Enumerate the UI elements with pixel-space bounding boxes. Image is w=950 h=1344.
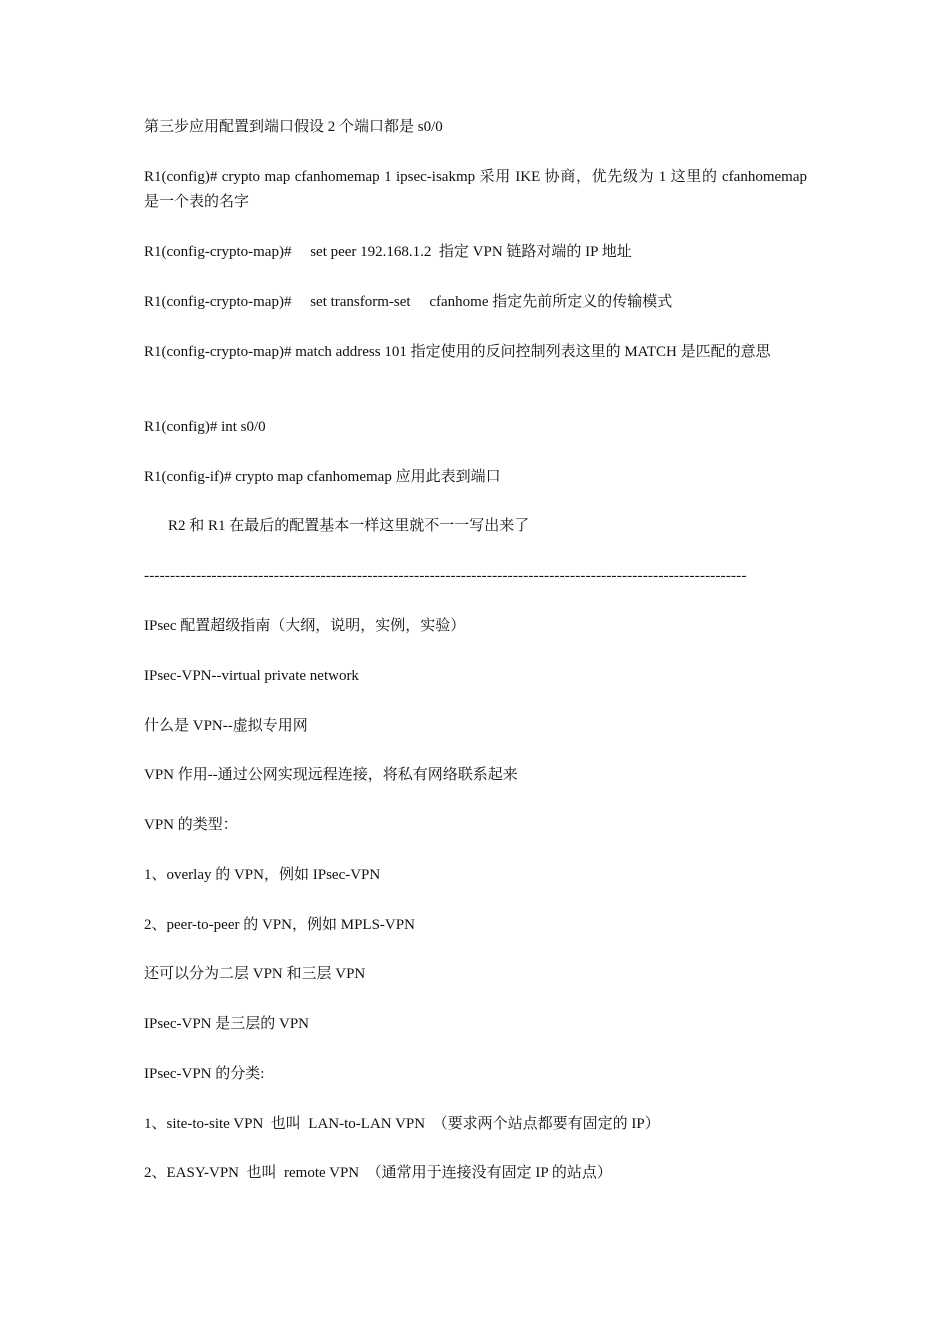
paragraph-crypto-map-command: R1(config)# crypto map cfanhomemap 1 ipsec-isakmp 采用 IKE 协商，优先级为 1 这里的 cfanhomemap 是一个表的名字: [144, 169, 807, 210]
list-item-easy-vpn: 2、EASY-VPN 也叫 remote VPN （通常用于连接没有固定 IP 的站点）: [144, 1165, 612, 1181]
paragraph-ipsec-guide-title: IPsec 配置超级指南（大纲，说明，实例，实验）: [144, 618, 466, 634]
paragraph-vpn-purpose: VPN 作用--通过公网实现远程连接，将私有网络联系起来: [144, 767, 518, 783]
paragraph-r2-note: R2 和 R1 在最后的配置基本一样这里就不一一写出来了: [168, 518, 530, 534]
paragraph-set-peer: R1(config-crypto-map)# set peer 192.168.1.2 指定 VPN 链路对端的 IP 地址: [144, 244, 632, 260]
paragraph-ipsec-layer3: IPsec-VPN 是三层的 VPN: [144, 1016, 310, 1032]
paragraph-step3-heading: 第三步应用配置到端口假设 2 个端口都是 s0/0: [144, 119, 443, 135]
paragraph-ipsec-classification-heading: IPsec-VPN 的分类:: [144, 1066, 265, 1082]
paragraph-apply-crypto-map: R1(config-if)# crypto map cfanhomemap 应用此表到端口: [144, 469, 501, 485]
paragraph-int-s00: R1(config)# int s0/0: [144, 419, 266, 435]
list-item-overlay-vpn: 1、overlay 的 VPN，例如 IPsec-VPN: [144, 867, 381, 883]
list-item-site-to-site-vpn: 1、site-to-site VPN 也叫 LAN-to-LAN VPN （要求两个站点都要有固定的 IP）: [144, 1116, 660, 1132]
paragraph-layer2-layer3: 还可以分为二层 VPN 和三层 VPN: [144, 966, 366, 982]
paragraph-ipsec-vpn-definition: IPsec-VPN--virtual private network: [144, 668, 359, 684]
paragraph-set-transform-set: R1(config-crypto-map)# set transform-set cfanhome 指定先前所定义的传输模式: [144, 294, 673, 310]
paragraph-what-is-vpn: 什么是 VPN--虚拟专用网: [144, 718, 308, 734]
paragraph-vpn-types-heading: VPN 的类型：: [144, 817, 238, 833]
paragraph-match-address: R1(config-crypto-map)# match address 101 指定使用的反问控制列表这里的 MATCH 是匹配的意思: [144, 344, 771, 360]
dashed-divider: --------------------------------------------------------------------------------------------------------------------: [144, 568, 747, 584]
list-item-peer-to-peer-vpn: 2、peer-to-peer 的 VPN，例如 MPLS-VPN: [144, 917, 415, 933]
